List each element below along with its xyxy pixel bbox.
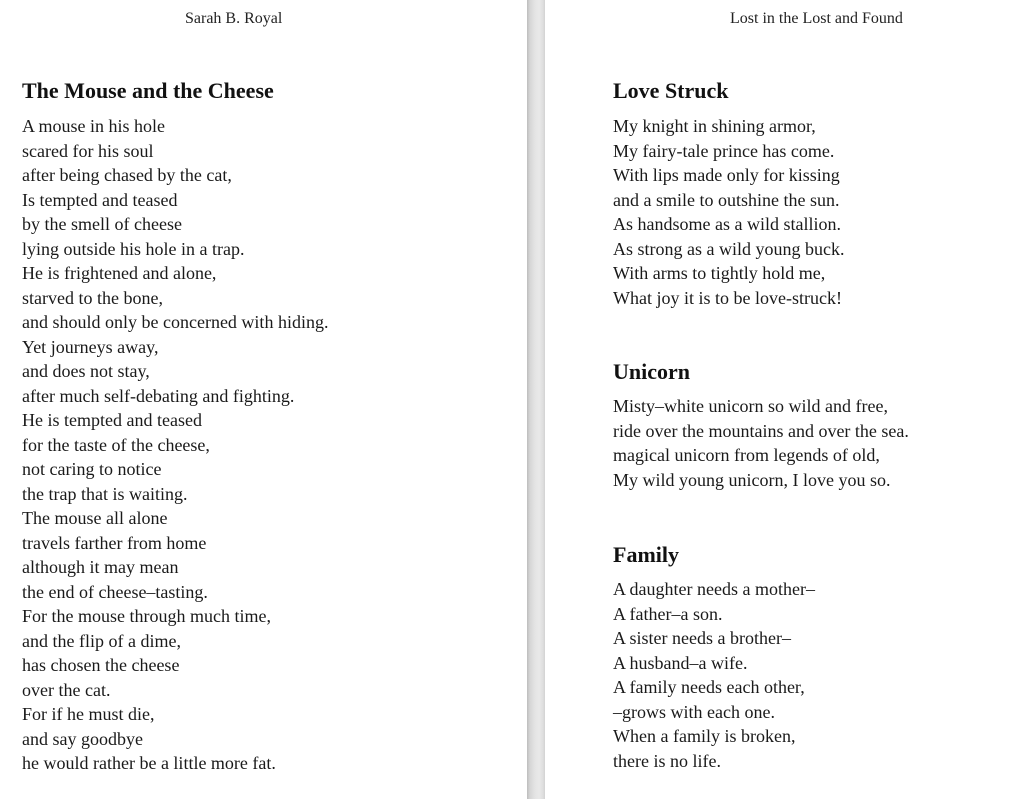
poem-line: For the mouse through much time, [22, 606, 271, 626]
poem-line: after being chased by the cat, [22, 165, 232, 185]
poem-line: A daughter needs a mother– [613, 579, 815, 599]
poem-line: A family needs each other, [613, 677, 805, 697]
poem-line: With arms to tightly hold me, [613, 263, 826, 283]
poem-line: he would rather be a little more fat. [22, 753, 276, 773]
poem-line: With lips made only for kissing [613, 165, 840, 185]
poem-line: the end of cheese–tasting. [22, 581, 208, 602]
poem-line: My wild young unicorn, I love you so. [613, 469, 891, 490]
poem-title: The Mouse and the Cheese [22, 78, 274, 103]
poem-line: and a smile to outshine the sun. [613, 189, 840, 210]
running-header-author: Sarah B. Royal [185, 10, 283, 27]
poem-line: Misty–white unicorn so wild and free, [613, 396, 888, 416]
poem-line: ride over the mountains and over the sea. [613, 420, 909, 441]
poem-line: there is no life. [613, 750, 721, 771]
poem-line: A husband–a wife. [613, 652, 748, 673]
poem-title: Love Struck [613, 78, 729, 103]
poem-line: A father–a son. [613, 603, 723, 624]
poem-line: over the cat. [22, 679, 111, 700]
poem-line: Yet journeys away, [22, 336, 159, 357]
poem-line: and should only be concerned with hiding. [22, 312, 329, 332]
poem-line: When a family is broken, [613, 726, 796, 746]
poem-line: and does not stay, [22, 361, 150, 381]
poem-lines [613, 114, 1015, 310]
poem-line: scared for his soul [22, 140, 154, 161]
poem-line: starved to the bone, [22, 287, 163, 308]
poem-line: The mouse all alone [22, 508, 168, 528]
poem-unicorn [613, 359, 1015, 492]
poem-line: for the taste of the cheese, [22, 434, 210, 455]
poem-line: What joy it is to be love-struck! [613, 287, 842, 308]
poem-lines [613, 577, 1015, 773]
poem-love-struck [613, 78, 1015, 310]
poem-line: and the flip of a dime, [22, 630, 181, 651]
poem-line: He is frightened and alone, [22, 263, 217, 283]
poem-line: and say goodbye [22, 728, 143, 749]
poem-line: after much self-debating and fighting. [22, 385, 295, 406]
book-spine-gutter [527, 0, 545, 799]
poem-line: travels farther from home [22, 532, 207, 553]
poem-line: has chosen the cheese [22, 655, 180, 675]
poem-family [613, 542, 1015, 773]
poem-line: not caring to notice [22, 459, 162, 479]
right-page [545, 0, 1015, 799]
poem-line: the trap that is waiting. [22, 483, 188, 504]
poem-line: A mouse in his hole [22, 116, 165, 136]
poem-title: Unicorn [613, 359, 690, 384]
poem-line: My fairy-tale prince has come. [613, 140, 835, 161]
poem-line: He is tempted and teased [22, 410, 202, 430]
poem-line: magical unicorn from legends of old, [613, 445, 880, 465]
poem-title: Family [613, 542, 679, 567]
poem-line: For if he must die, [22, 704, 155, 724]
poem-lines [22, 114, 527, 776]
poem-line: by the smell of cheese [22, 214, 182, 234]
poem-line: As strong as a wild young buck. [613, 238, 845, 259]
poem-lines [613, 394, 1015, 492]
poem-line: lying outside his hole in a trap. [22, 238, 245, 259]
poem-line: although it may mean [22, 557, 179, 577]
poem-line: As handsome as a wild stallion. [613, 214, 841, 234]
running-header-book-title: Lost in the Lost and Found [730, 10, 903, 27]
poem-the-mouse-and-the-cheese [22, 78, 527, 776]
poem-line: –grows with each one. [613, 701, 775, 722]
poem-line: My knight in shining armor, [613, 116, 816, 136]
poem-line: Is tempted and teased [22, 189, 178, 210]
poem-line: A sister needs a brother– [613, 628, 791, 648]
